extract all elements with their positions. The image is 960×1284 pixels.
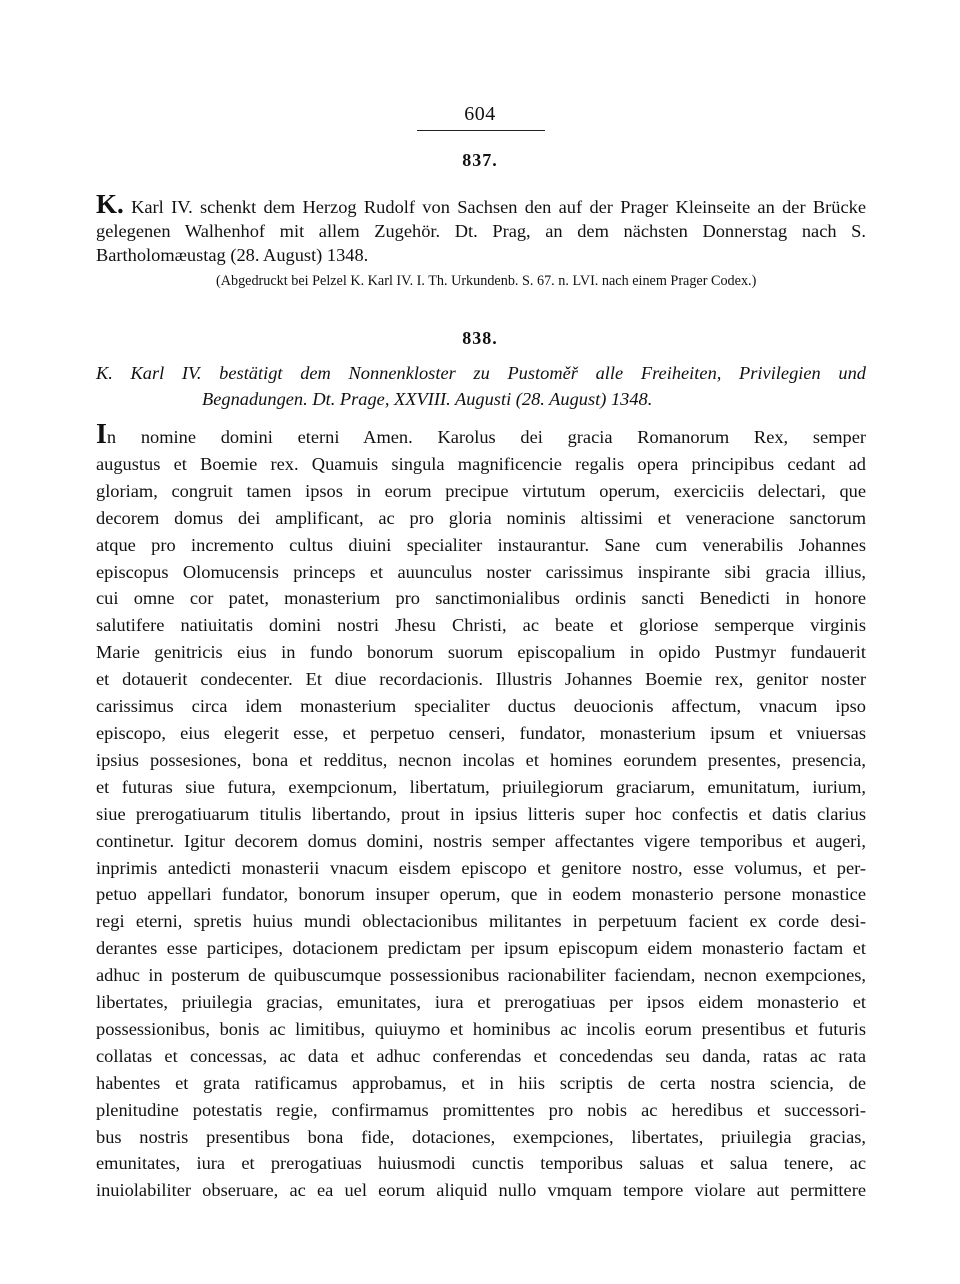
charter-line: inuiolabiliter obseruare, ac ea uel eorum aliquid nullo vmquam tempore violare aut permittere [96, 1180, 866, 1201]
document-number-838: 838. [462, 328, 498, 348]
charter-line: episcopus Olomucensis princeps et auunculus noster carissimus inspirante sibi gracia illius, [96, 561, 866, 582]
charter-line: carissimus circa idem monasterium specialiter ductus deuocionis affectum, vnacum ipso [96, 696, 866, 717]
charter-line: emunitates, iura et prerogatiuas huiusmodi cunctis temporibus saluas et salua tenere, ac [96, 1153, 866, 1174]
charter-line: collatas et concessas, ac data et adhuc conferendas et concedendas seu danda, ratas ac rata [96, 1045, 866, 1066]
charter-line: episcopo, eius elegerit esse, et perpetuo censeri, fundator, monasterium ipsum et vniuersas [96, 722, 866, 743]
charter-text [96, 419, 866, 1204]
charter-line: et dotauerit condecenter. Et diue recordacionis. Illustris Johannes Boemie rex, genitor noster [96, 669, 866, 690]
regest-837-initial: K. [96, 189, 124, 219]
regest-838-line-1: K. Karl IV. bestätigt dem Nonnenkloster zu Pustoměř alle Freiheiten, Privilegien und [96, 363, 866, 383]
charter-line: ipsius possesiones, bona et redditus, necnon incolas et homines eorundem presentes, presencia, [96, 749, 866, 770]
page-number: 604 [464, 103, 496, 125]
charter-line: petuo appellari fundator, bonorum insuper operum, que in eodem monasterio persone monastice [96, 884, 866, 905]
charter-line: adhuc in posterum de quibuscumque possessionibus racionabiliter faciendam, necnon exempciones, [96, 965, 866, 986]
charter-line: plenitudine potestatis regie, confirmamus promittentes pro nobis ac heredibus et successori- [96, 1099, 866, 1120]
charter-line: derantes esse participes, dotacionem predictam per ipsum episcopum eidem monasterio factam et [96, 938, 866, 959]
regest-838-line-2: Begnadungen. Dt. Prage, XXVIII. Augusti (28. August) 1348. [202, 389, 653, 409]
charter-line-text: n nomine domini eterni Amen. Karolus dei gracia Romanorum Rex, semper [106, 427, 866, 447]
charter-line: inprimis antedicti monasterii vnacum eisdem episcopo et genitore nostro, esse volumus, et per- [96, 857, 866, 878]
charter-line: atque pro incremento cultus diuini specialiter instaurantur. Sane cum venerabilis Johannes [96, 534, 866, 555]
charter-line [96, 419, 866, 451]
charter-line: siue prerogatiuarum titulis libertando, prout in ipsius litteris super hoc confectis et datis clarius [96, 803, 866, 824]
source-note-837: (Abgedruckt bei Pelzel K. Karl IV. I. Th. Urkundenb. S. 67. n. LVI. nach einem Prager Codex.) [216, 273, 757, 289]
charter-line: Marie genitricis eius in fundo bonorum suorum episcopalium in opido Pustmyr fundauerit [96, 642, 866, 663]
charter-line: habentes et grata ratificamus approbamus, et in hiis scriptis de certa nostra sciencia, de [96, 1072, 866, 1093]
charter-line: gloriam, congruit tamen ipsos in eorum precipue virtutum operum, exerciciis delectari, que [96, 480, 866, 501]
regest-837-text: Karl IV. schenkt dem Herzog Rudolf von Sachsen den auf der Prager Kleinseite an der Brücke gelegenen Walhenhof mit allem Zugehör. Dt. Prag, an dem nächsten Donnerstag nach S. Bartholomæustag (28. August) 1348. [96, 197, 866, 266]
header-rule [417, 130, 545, 131]
charter-line: augustus et Boemie rex. Quamuis singula magnificencie regalis opera principibus cedant ad [96, 453, 866, 474]
charter-line: salutifere natiuitatis domini nostri Jhesu Christi, ac beate et gloriose semperque virginis [96, 615, 866, 636]
charter-line: bus nostris presentibus bona fide, dotaciones, exempciones, libertates, priuilegia gracias, [96, 1126, 866, 1147]
charter-line: cui omne cor patet, monasterium pro sanctimonialibus ordinis sancti Benedicti in honore [96, 588, 866, 609]
document-number-837: 837. [462, 150, 498, 170]
charter-initial: I [96, 419, 107, 450]
charter-line: et futuras siue futura, exempcionum, libertatum, priuilegiorum graciarum, emunitatum, iurium, [96, 776, 866, 797]
charter-line: decorem domus dei amplificant, ac pro gloria nominis altissimi et veneracione sanctorum [96, 507, 866, 528]
charter-line: regi eterni, spretis huius mundi oblectacionibus militantes in perpetuum facient ex corde desi- [96, 911, 866, 932]
charter-line: continetur. Igitur decorem domus domini, nostris semper affectantes vigere temporibus et augeri, [96, 830, 866, 851]
regest-838 [96, 360, 866, 412]
charter-line: possessionibus, bonis ac limitibus, quiuymo et hominibus ac incolis eorum presentibus et futuris [96, 1018, 866, 1039]
regest-837 [96, 189, 866, 268]
charter-line: libertates, priuilegia gracias, emunitates, iura et prerogatiuas per ipsos eidem monasterio et [96, 992, 866, 1013]
